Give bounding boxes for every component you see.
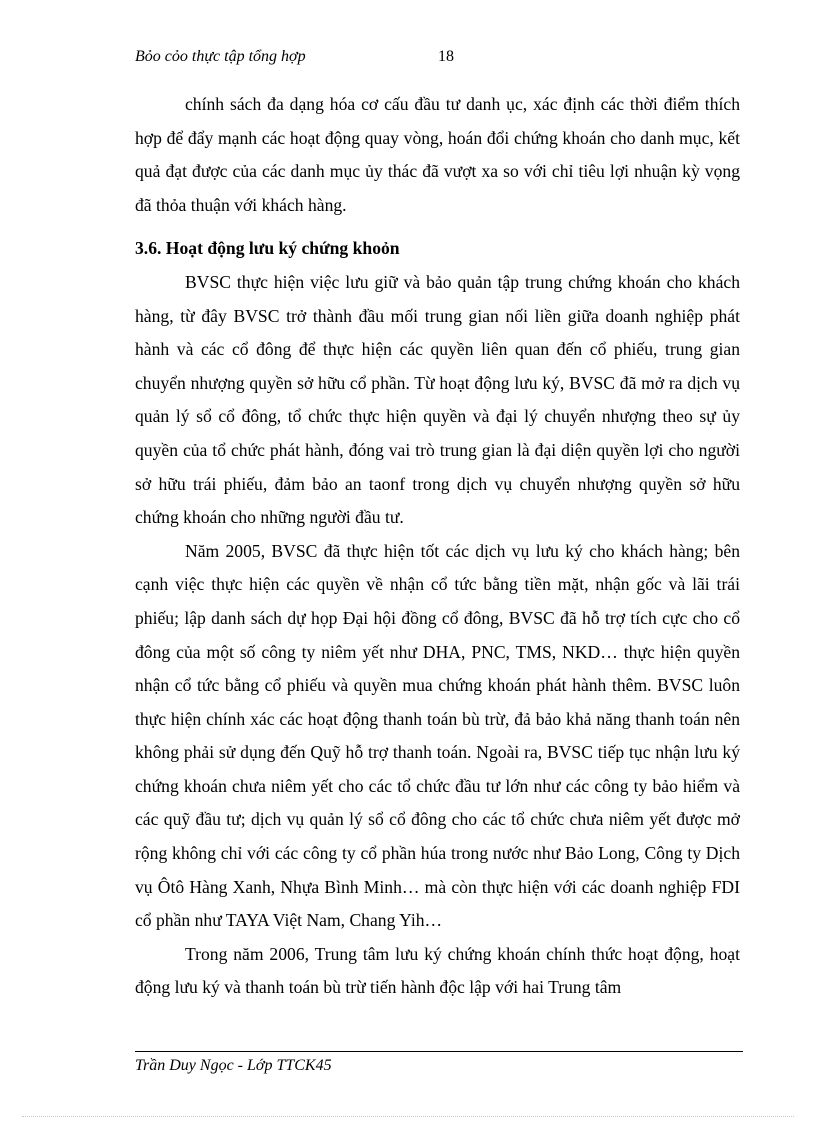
page-break-line — [22, 1116, 794, 1117]
footer-author: Trần Duy Ngọc - Lớp TTCK45 — [135, 1057, 332, 1074]
paragraph-custody-services: BVSC thực hiện việc lưu giữ và bảo quản tập trung chứng khoán cho khách hàng, từ đây BVSC trở thành đầu mối trung gian nối liền giữa doanh nghiệp phát hành và các cổ đông để thực hiện các quyền liên quan đến cổ phiếu, trung gian chuyển nhượng quyền sở hữu cổ phần. Từ hoạt động lưu ký, BVSC đã mở ra dịch vụ quản lý sổ cổ đông, tổ chức thực hiện quyền và đại lý chuyển nhượng theo sự ủy quyền của tổ chức phát hành, đóng vai trò trung gian là đại diện quyền lợi cho người sở hữu trái phiếu, đảm bảo an taonf trong dịch vụ chuyển nhượng quyền sở hữu chứng khoán cho những người đầu tư. — [135, 271, 740, 528]
page-header — [135, 48, 745, 72]
paragraph-intro: chính sách đa dạng hóa cơ cấu đầu tư danh ục, xác định các thời điểm thích hợp để đẩy mạnh các hoạt động quay vòng, hoán đổi chứng khoán cho danh mục, kết quả đạt được của các danh mục ủy thác đã vượt xa so với chỉ tiêu lợi nhuận kỳ vọng đã thỏa thuận với khách hàng. — [135, 94, 740, 215]
page-number: 18 — [438, 48, 454, 65]
document-body — [135, 88, 740, 1005]
paragraph-2006: Trong năm 2006, Trung tâm lưu ký chứng khoán chính thức hoạt động, hoạt động lưu ký và thanh toán bù trừ tiến hành độc lập với hai Trung tâm — [135, 943, 740, 998]
section-heading: 3.6. Hoạt động lưu ký chứng khoỏn — [135, 238, 400, 259]
paragraph-2005: Năm 2005, BVSC đã thực hiện tốt các dịch vụ lưu ký cho khách hàng; bên cạnh việc thực hiện các quyền về nhận cổ tức bằng tiền mặt, nhận gốc và lãi trái phiếu; lập danh sách dự họp Đại hội đồng cổ đông, BVSC đã hỗ trợ tích cực cho cổ đông của một số công ty niêm yết như DHA, PNC, TMS, NKD… thực hiện quyền nhận cổ tức bằng cổ phiếu và quyền mua chứng khoán phát hành thêm. BVSC luôn thực hiện chính xác các hoạt động thanh toán bù trừ, đả bảo khả năng thanh toán nên không phải sử dụng đến Quỹ hỗ trợ thanh toán. Ngoài ra, BVSC tiếp tục nhận lưu ký chứng khoán chưa niêm yết cho các tổ chức đầu tư lớn như các công ty bảo hiểm và các quỹ đầu tư; dịch vụ quản lý sổ cổ đông cho các tổ chức chưa niêm yết được mở rộng không chỉ với các công ty cổ phần húa trong nước như Bảo Long, Công ty Dịch vụ Ôtô Hàng Xanh, Nhựa Bình Minh… mà còn thực hiện với các doanh nghiệp FDI cổ phần như TAYA Việt Nam, Chang Yih… — [135, 540, 740, 931]
footer-divider — [135, 1051, 743, 1052]
report-title: Bỏo cỏo thực tập tổng hợp — [135, 48, 306, 65]
